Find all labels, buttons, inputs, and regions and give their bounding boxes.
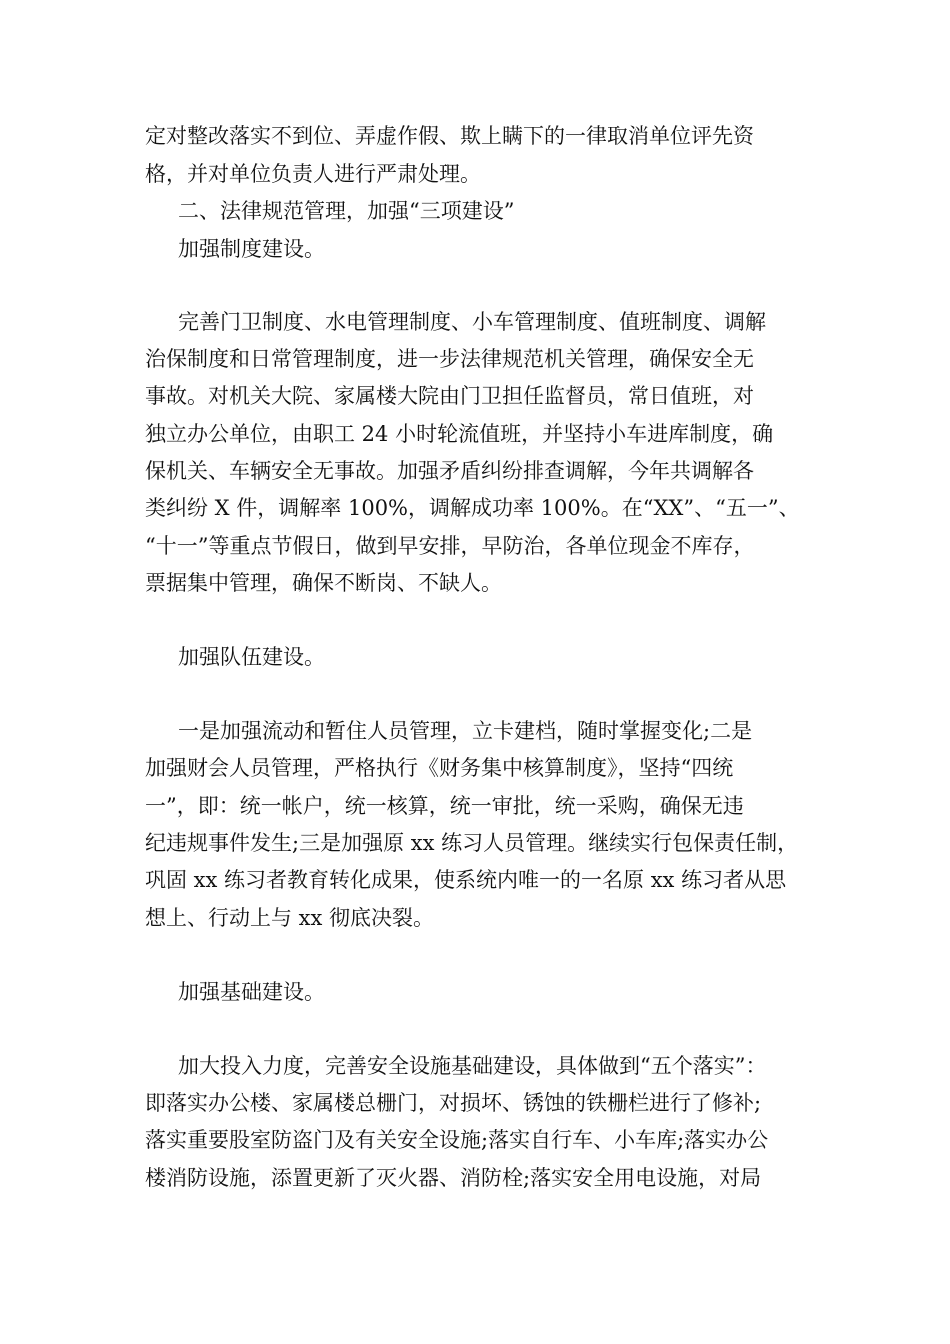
text-line: 想上、行动上与 xx 彻底决裂。: [145, 906, 435, 930]
text-line: 定对整改落实不到位、弄虚作假、欺上瞒下的一律取消单位评先资: [145, 124, 754, 148]
text-line: 格，并对单位负责人进行严肃处理。: [145, 162, 481, 186]
text-line: 治保制度和日常管理制度，进一步法律规范机关管理，确保安全无: [145, 347, 754, 371]
text-line: 独立办公单位，由职工 24 小时轮流值班，并坚持小车进库制度，确: [145, 422, 774, 446]
text-line: 加大投入力度，完善安全设施基础建设，具体做到“五个落实”：: [178, 1054, 767, 1078]
subheading: 加强队伍建设。: [178, 645, 325, 669]
text-line: “十一”等重点节假日，做到早安排，早防治，各单位现金不库存，: [145, 534, 755, 558]
text-line: 一”，即：统一帐户，统一核算，统一审批，统一采购，确保无违: [145, 794, 744, 818]
text-line: 票据集中管理，确保不断岗、不缺人。: [145, 571, 502, 595]
text-line: 落实重要股室防盗门及有关安全设施;落实自行车、小车库;落实办公: [145, 1128, 769, 1152]
text-line: 保机关、车辆安全无事故。加强矛盾纠纷排查调解，今年共调解各: [145, 459, 754, 483]
text-line: 纪违规事件发生;三是加强原 xx 练习人员管理。继续实行包保责任制，: [145, 831, 799, 855]
text-line: 巩固 xx 练习者教育转化成果，使系统内唯一的一名原 xx 练习者从思: [145, 868, 787, 892]
text-line: 一是加强流动和暂住人员管理，立卡建档，随时掌握变化;二是: [178, 719, 753, 743]
section-heading: 二、法律规范管理，加强“三项建设”: [178, 199, 515, 223]
text-line: 完善门卫制度、水电管理制度、小车管理制度、值班制度、调解: [178, 310, 766, 334]
subheading: 加强基础建设。: [178, 980, 325, 1004]
text-line: 即落实办公楼、家属楼总栅门，对损坏、锈蚀的铁栅栏进行了修补;: [145, 1091, 762, 1115]
subheading: 加强制度建设。: [178, 237, 325, 261]
text-line: 加强财会人员管理，严格执行《财务集中核算制度》，坚持“四统: [145, 756, 734, 780]
text-line: 事故。对机关大院、家属楼大院由门卫担任监督员，常日值班，对: [145, 384, 754, 408]
text-line: 楼消防设施，添置更新了灭火器、消防栓;落实安全用电设施，对局: [145, 1166, 762, 1190]
text-line: 类纠纷 X 件，调解率 100%，调解成功率 100%。在“XX”、“五一”、: [145, 496, 800, 520]
